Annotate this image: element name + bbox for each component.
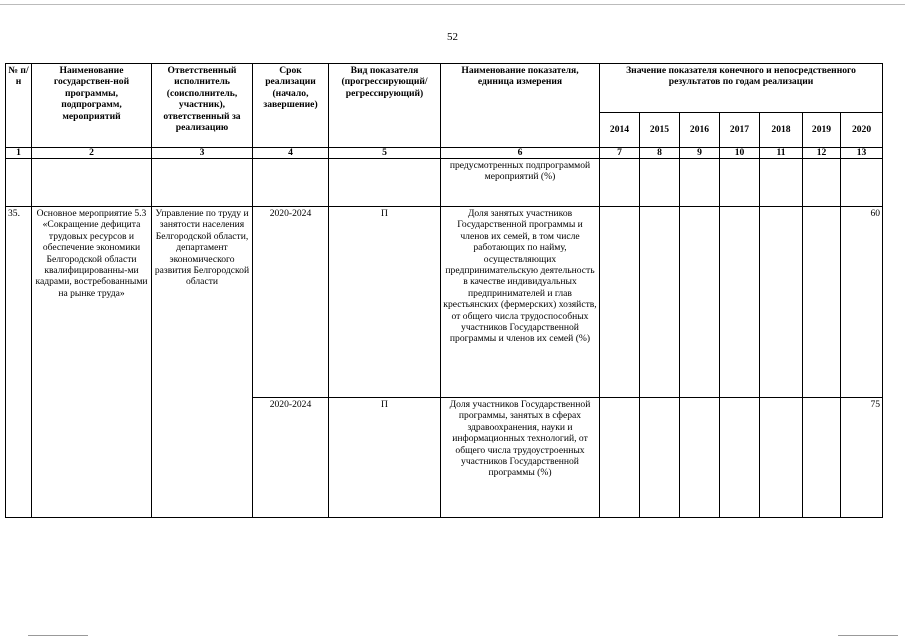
header-indicator-name: Наименование показателя, единица измерения xyxy=(441,64,600,148)
column-number: 13 xyxy=(841,148,883,159)
value-2016 xyxy=(680,207,720,398)
column-number-row xyxy=(6,148,883,159)
value-2020: 60 xyxy=(841,207,883,398)
empty-cell xyxy=(803,159,841,207)
responsible-executor: Управление по труду и занятости населения Белгородской области, департамент экономического развития Белгородской области xyxy=(152,207,253,518)
column-number: 5 xyxy=(329,148,441,159)
indicator-name: Доля участников Государственной программы, занятых в сферах здравоохранения, науки и информационных технологий, от общего числа трудоустроенных участников Государственной программы (%) xyxy=(441,398,600,518)
value-2014 xyxy=(600,398,640,518)
top-scan-line xyxy=(0,4,905,5)
value-2020: 75 xyxy=(841,398,883,518)
value-2015 xyxy=(640,207,680,398)
column-number: 6 xyxy=(441,148,600,159)
empty-cell xyxy=(32,159,152,207)
continuation-indicator-name: предусмотренных подпрограммой мероприятий (%) xyxy=(441,159,600,207)
header-year-2018: 2018 xyxy=(760,113,803,148)
value-2017 xyxy=(720,398,760,518)
empty-cell xyxy=(760,159,803,207)
header-row-top xyxy=(6,64,883,113)
column-number: 4 xyxy=(253,148,329,159)
table-row xyxy=(6,207,883,398)
header-values-by-year: Значение показателя конечного и непосредственного результатов по годам реализации xyxy=(600,64,883,113)
header-indicator-type: Вид показателя (прогрессирующий/ регрессирующий) xyxy=(329,64,441,148)
indicator-type: П xyxy=(329,207,441,398)
column-number: 11 xyxy=(760,148,803,159)
bottom-right-scan-line xyxy=(838,635,898,636)
value-2017 xyxy=(720,207,760,398)
value-2018 xyxy=(760,398,803,518)
implementation-period: 2020-2024 xyxy=(253,207,329,398)
header-year-2019: 2019 xyxy=(803,113,841,148)
row-number: 35. xyxy=(6,207,32,518)
implementation-period: 2020-2024 xyxy=(253,398,329,518)
value-2019 xyxy=(803,207,841,398)
header-number: № п/н xyxy=(6,64,32,148)
column-number: 2 xyxy=(32,148,152,159)
header-year-2016: 2016 xyxy=(680,113,720,148)
header-responsible: Ответственный исполнитель (соисполнитель, участник), ответственный за реализацию xyxy=(152,64,253,148)
header-year-2015: 2015 xyxy=(640,113,680,148)
continuation-row xyxy=(6,159,883,207)
empty-cell xyxy=(253,159,329,207)
bottom-left-scan-line xyxy=(28,635,88,636)
header-program-name: Наименование государствен-ной программы, подпрограмм, мероприятий xyxy=(32,64,152,148)
column-number: 1 xyxy=(6,148,32,159)
column-number: 12 xyxy=(803,148,841,159)
empty-cell xyxy=(329,159,441,207)
empty-cell xyxy=(600,159,640,207)
column-number: 9 xyxy=(680,148,720,159)
empty-cell xyxy=(841,159,883,207)
column-number: 8 xyxy=(640,148,680,159)
page-number: 52 xyxy=(447,31,458,43)
value-2019 xyxy=(803,398,841,518)
value-2016 xyxy=(680,398,720,518)
value-2018 xyxy=(760,207,803,398)
header-year-2014: 2014 xyxy=(600,113,640,148)
column-number: 10 xyxy=(720,148,760,159)
empty-cell xyxy=(6,159,32,207)
empty-cell xyxy=(640,159,680,207)
event-name: Основное мероприятие 5.3 «Сокращение дефицита трудовых ресурсов и обеспечение экономики Белгородской области квалифицированны-ми кадрами, востребованными на рынке труда» xyxy=(32,207,152,518)
value-2014 xyxy=(600,207,640,398)
header-period: Срок реализации (начало, завершение) xyxy=(253,64,329,148)
column-number: 3 xyxy=(152,148,253,159)
value-2015 xyxy=(640,398,680,518)
header-year-2020: 2020 xyxy=(841,113,883,148)
program-indicator-table xyxy=(5,63,883,518)
empty-cell xyxy=(680,159,720,207)
indicator-type: П xyxy=(329,398,441,518)
column-number: 7 xyxy=(600,148,640,159)
empty-cell xyxy=(720,159,760,207)
empty-cell xyxy=(152,159,253,207)
header-year-2017: 2017 xyxy=(720,113,760,148)
indicator-name: Доля занятых участников Государственной программы и членов их семей, в том числе работающих по найму, осуществляющих предпринимательскую деятельность в качестве индивидуальных предпринимателей и глав крестьянских (фермерских) хозяйств, от общего числа трудоспособных участников Государственной программы и членов их семей (%) xyxy=(441,207,600,398)
